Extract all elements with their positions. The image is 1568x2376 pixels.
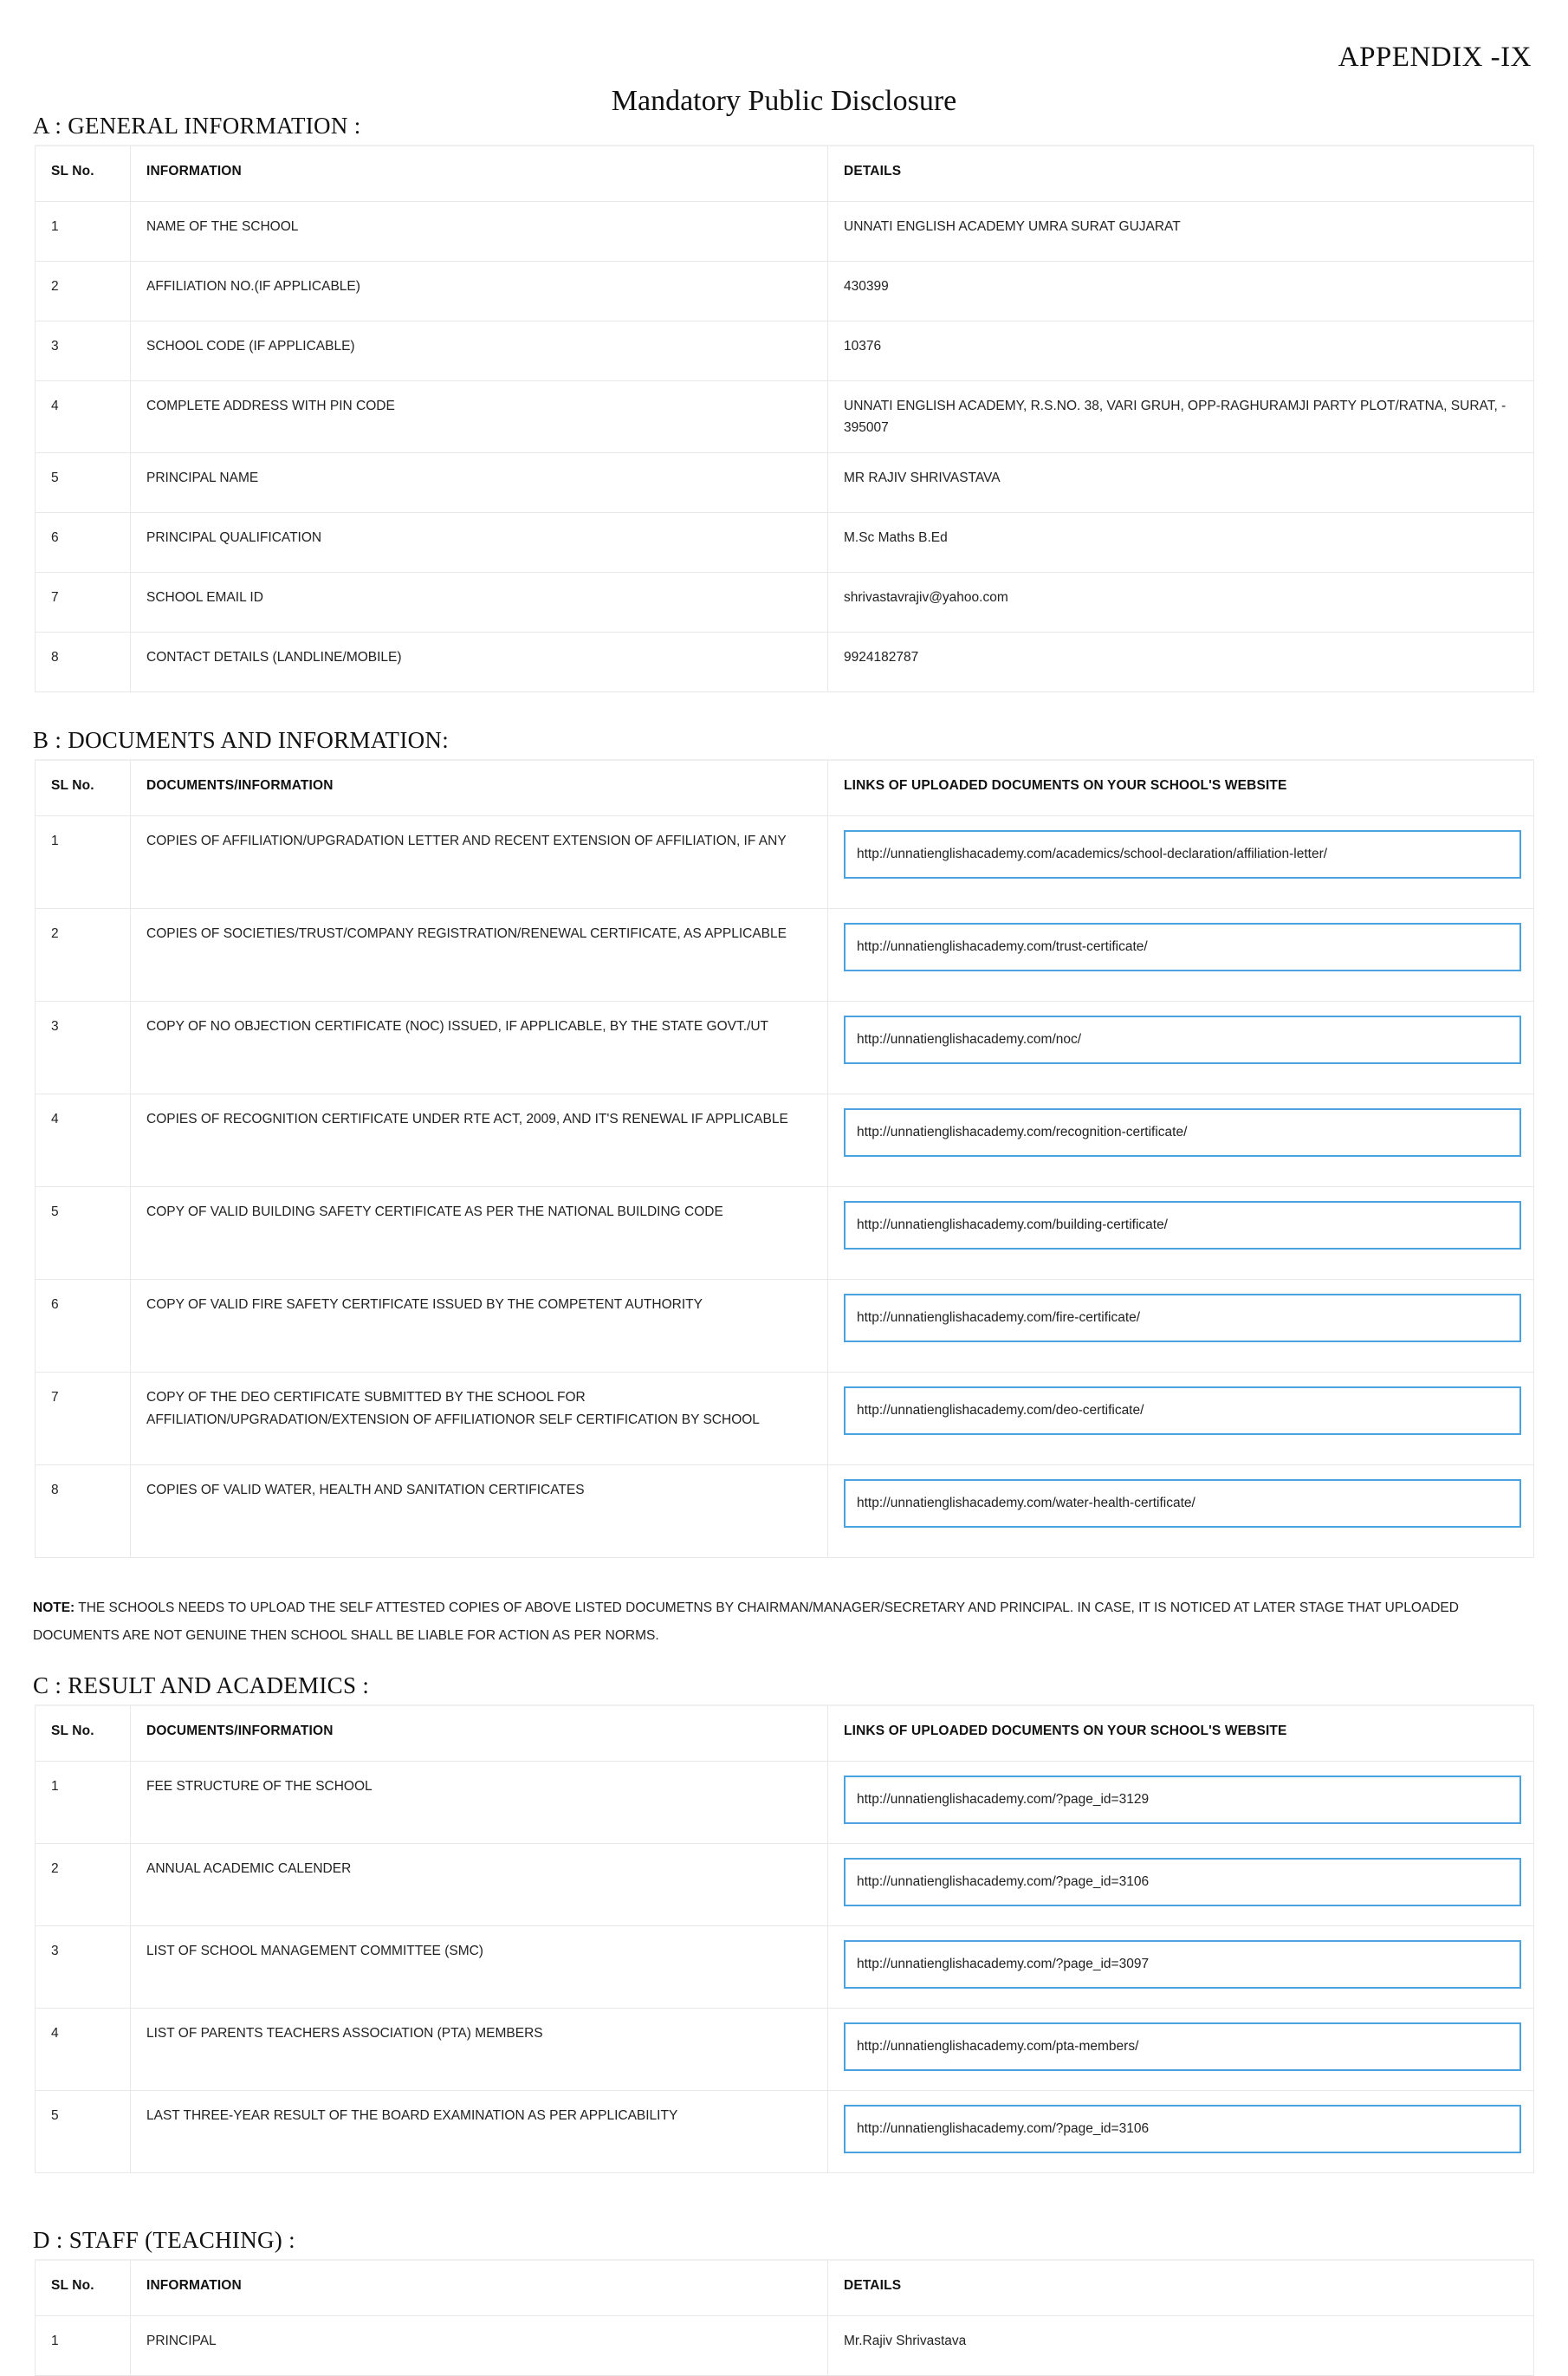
row-information: COMPLETE ADDRESS WITH PIN CODE	[131, 381, 828, 453]
row-details: MR RAJIV SHRIVASTAVA	[828, 453, 1534, 513]
section-b-body	[36, 816, 1534, 1558]
row-sl: 2	[36, 262, 131, 321]
appendix-label: APPENDIX -IX	[1338, 42, 1532, 73]
row-information: PRINCIPAL	[131, 2316, 828, 2376]
column-header-sl: SL No.	[36, 760, 131, 816]
row-documents: LAST THREE-YEAR RESULT OF THE BOARD EXAMINATION AS PER APPLICABILITY	[131, 2091, 828, 2173]
document-link[interactable]: http://unnatienglishacademy.com/?page_id=3129	[844, 1776, 1521, 1824]
table-row	[36, 2316, 1534, 2376]
table-row	[36, 633, 1534, 692]
row-link-cell	[828, 1187, 1534, 1280]
table-row	[36, 1844, 1534, 1926]
row-link-cell	[828, 1280, 1534, 1373]
row-link-cell	[828, 1844, 1534, 1926]
row-sl: 7	[36, 573, 131, 633]
table-row	[36, 816, 1534, 909]
row-link-cell	[828, 1002, 1534, 1094]
column-header-information: INFORMATION	[131, 2260, 828, 2316]
section-d-body	[36, 2316, 1534, 2376]
table-header-row	[36, 146, 1534, 202]
row-link-cell	[828, 909, 1534, 1002]
table-row	[36, 1002, 1534, 1094]
document-link[interactable]: http://unnatienglishacademy.com/trust-certificate/	[844, 923, 1521, 971]
row-sl: 6	[36, 513, 131, 573]
section-c-body	[36, 1762, 1534, 2173]
column-header-links: LINKS OF UPLOADED DOCUMENTS ON YOUR SCHOOL'S WEBSITE	[828, 1705, 1534, 1762]
table-header-row	[36, 1705, 1534, 1762]
document-link[interactable]: http://unnatienglishacademy.com/deo-certificate/	[844, 1386, 1521, 1435]
column-header-links: LINKS OF UPLOADED DOCUMENTS ON YOUR SCHOOL'S WEBSITE	[828, 760, 1534, 816]
row-link-cell	[828, 1762, 1534, 1844]
section-b-table-wrap	[35, 759, 1533, 1558]
table-row	[36, 1762, 1534, 1844]
row-details: 430399	[828, 262, 1534, 321]
document-link[interactable]: http://unnatienglishacademy.com/water-health-certificate/	[844, 1479, 1521, 1528]
section-a-table	[35, 145, 1534, 692]
document-link[interactable]: http://unnatienglishacademy.com/building-certificate/	[844, 1201, 1521, 1250]
row-information: CONTACT DETAILS (LANDLINE/MOBILE)	[131, 633, 828, 692]
row-details: Mr.Rajiv Shrivastava	[828, 2316, 1534, 2376]
document-link[interactable]: http://unnatienglishacademy.com/noc/	[844, 1016, 1521, 1064]
row-documents: COPY OF NO OBJECTION CERTIFICATE (NOC) ISSUED, IF APPLICABLE, BY THE STATE GOVT./UT	[131, 1002, 828, 1094]
row-sl: 8	[36, 1465, 131, 1558]
table-row	[36, 1187, 1534, 1280]
row-link-cell	[828, 1465, 1534, 1558]
table-row	[36, 513, 1534, 573]
table-row	[36, 1465, 1534, 1558]
table-row	[36, 202, 1534, 262]
section-a-heading: A : GENERAL INFORMATION :	[33, 113, 361, 139]
column-header-sl: SL No.	[36, 1705, 131, 1762]
row-information: PRINCIPAL QUALIFICATION	[131, 513, 828, 573]
row-documents: COPY OF VALID FIRE SAFETY CERTIFICATE ISSUED BY THE COMPETENT AUTHORITY	[131, 1280, 828, 1373]
row-sl: 7	[36, 1373, 131, 1465]
row-link-cell	[828, 1926, 1534, 2009]
row-information: SCHOOL EMAIL ID	[131, 573, 828, 633]
row-information: PRINCIPAL NAME	[131, 453, 828, 513]
note-label: NOTE:	[33, 1600, 75, 1616]
row-documents: COPY OF VALID BUILDING SAFETY CERTIFICATE AS PER THE NATIONAL BUILDING CODE	[131, 1187, 828, 1280]
row-information: NAME OF THE SCHOOL	[131, 202, 828, 262]
row-sl: 1	[36, 202, 131, 262]
row-link-cell	[828, 816, 1534, 909]
note-text: THE SCHOOLS NEEDS TO UPLOAD THE SELF ATTESTED COPIES OF ABOVE LISTED DOCUMETNS BY CHAIRMAN/MANAGER/SECRETARY AND PRINCIPAL. IN CASE, IT IS NOTICED AT LATER STAGE THAT UPLOADED DOCUMENTS ARE NOT GENUINE THEN SCHOOL SHALL BE LIABLE FOR ACTION AS PER NORMS.	[33, 1600, 1459, 1644]
section-c-table	[35, 1704, 1534, 2173]
row-sl: 2	[36, 909, 131, 1002]
row-sl: 1	[36, 1762, 131, 1844]
document-link[interactable]: http://unnatienglishacademy.com/?page_id=3097	[844, 1940, 1521, 1989]
section-b-heading: B : DOCUMENTS AND INFORMATION:	[33, 727, 450, 754]
column-header-information: INFORMATION	[131, 146, 828, 202]
table-row	[36, 909, 1534, 1002]
document-link[interactable]: http://unnatienglishacademy.com/?page_id=3106	[844, 1858, 1521, 1906]
column-header-details: DETAILS	[828, 146, 1534, 202]
row-link-cell	[828, 1094, 1534, 1187]
table-row	[36, 262, 1534, 321]
document-link[interactable]: http://unnatienglishacademy.com/recognition-certificate/	[844, 1108, 1521, 1157]
table-header-row	[36, 2260, 1534, 2316]
row-documents: COPIES OF SOCIETIES/TRUST/COMPANY REGISTRATION/RENEWAL CERTIFICATE, AS APPLICABLE	[131, 909, 828, 1002]
section-c-table-wrap	[35, 1704, 1533, 2173]
column-header-sl: SL No.	[36, 2260, 131, 2316]
row-details: UNNATI ENGLISH ACADEMY UMRA SURAT GUJARAT	[828, 202, 1534, 262]
column-header-details: DETAILS	[828, 2260, 1534, 2316]
section-d-table-wrap	[35, 2259, 1533, 2376]
table-row	[36, 453, 1534, 513]
document-link[interactable]: http://unnatienglishacademy.com/academics/school-declaration/affiliation-letter/	[844, 830, 1521, 879]
column-header-documents: DOCUMENTS/INFORMATION	[131, 1705, 828, 1762]
document-link[interactable]: http://unnatienglishacademy.com/pta-members/	[844, 2022, 1521, 2071]
row-documents: COPIES OF AFFILIATION/UPGRADATION LETTER AND RECENT EXTENSION OF AFFILIATION, IF ANY	[131, 816, 828, 909]
row-details: 9924182787	[828, 633, 1534, 692]
table-row	[36, 381, 1534, 453]
row-link-cell	[828, 2091, 1534, 2173]
row-information: SCHOOL CODE (IF APPLICABLE)	[131, 321, 828, 381]
table-row	[36, 1094, 1534, 1187]
row-link-cell	[828, 2009, 1534, 2091]
section-b-table	[35, 759, 1534, 1558]
table-row	[36, 1926, 1534, 2009]
section-d-heading: D : STAFF (TEACHING) :	[33, 2227, 295, 2254]
row-sl: 6	[36, 1280, 131, 1373]
section-a-body	[36, 202, 1534, 692]
section-a-table-wrap	[35, 145, 1533, 692]
row-documents: COPIES OF RECOGNITION CERTIFICATE UNDER RTE ACT, 2009, AND IT'S RENEWAL IF APPLICABLE	[131, 1094, 828, 1187]
row-documents: COPIES OF VALID WATER, HEALTH AND SANITATION CERTIFICATES	[131, 1465, 828, 1558]
row-sl: 4	[36, 2009, 131, 2091]
row-information: AFFILIATION NO.(IF APPLICABLE)	[131, 262, 828, 321]
row-sl: 8	[36, 633, 131, 692]
row-sl: 5	[36, 2091, 131, 2173]
column-header-documents: DOCUMENTS/INFORMATION	[131, 760, 828, 816]
row-details: 10376	[828, 321, 1534, 381]
row-sl: 4	[36, 1094, 131, 1187]
section-d-table	[35, 2259, 1534, 2376]
row-sl: 2	[36, 1844, 131, 1926]
table-row	[36, 1280, 1534, 1373]
row-details: M.Sc Maths B.Ed	[828, 513, 1534, 573]
column-header-sl: SL No.	[36, 146, 131, 202]
table-row	[36, 2091, 1534, 2173]
row-sl: 5	[36, 453, 131, 513]
section-c-heading: C : RESULT AND ACADEMICS :	[33, 1672, 370, 1698]
row-details: shrivastavrajiv@yahoo.com	[828, 573, 1534, 633]
table-header-row	[36, 760, 1534, 816]
row-sl: 1	[36, 816, 131, 909]
row-documents: LIST OF PARENTS TEACHERS ASSOCIATION (PTA) MEMBERS	[131, 2009, 828, 2091]
row-sl: 5	[36, 1187, 131, 1280]
row-documents: COPY OF THE DEO CERTIFICATE SUBMITTED BY THE SCHOOL FOR AFFILIATION/UPGRADATION/EXTENSION OF AFFILIATIONOR SELF CERTIFICATION BY SCHOOL	[131, 1373, 828, 1465]
row-details: UNNATI ENGLISH ACADEMY, R.S.NO. 38, VARI GRUH, OPP-RAGHURAMJI PARTY PLOT/RATNA, SURAT, - 395007	[828, 381, 1534, 453]
row-sl: 1	[36, 2316, 131, 2376]
table-row	[36, 2009, 1534, 2091]
note-block	[33, 1594, 1516, 1650]
row-sl: 4	[36, 381, 131, 453]
document-link[interactable]: http://unnatienglishacademy.com/?page_id=3106	[844, 2105, 1521, 2153]
row-documents: LIST OF SCHOOL MANAGEMENT COMMITTEE (SMC)	[131, 1926, 828, 2009]
row-link-cell	[828, 1373, 1534, 1465]
document-link[interactable]: http://unnatienglishacademy.com/fire-certificate/	[844, 1294, 1521, 1342]
table-row	[36, 573, 1534, 633]
document-title: Mandatory Public Disclosure	[611, 85, 957, 117]
row-sl: 3	[36, 1926, 131, 2009]
row-documents: FEE STRUCTURE OF THE SCHOOL	[131, 1762, 828, 1844]
row-sl: 3	[36, 1002, 131, 1094]
table-row	[36, 1373, 1534, 1465]
row-sl: 3	[36, 321, 131, 381]
table-row	[36, 321, 1534, 381]
row-documents: ANNUAL ACADEMIC CALENDER	[131, 1844, 828, 1926]
